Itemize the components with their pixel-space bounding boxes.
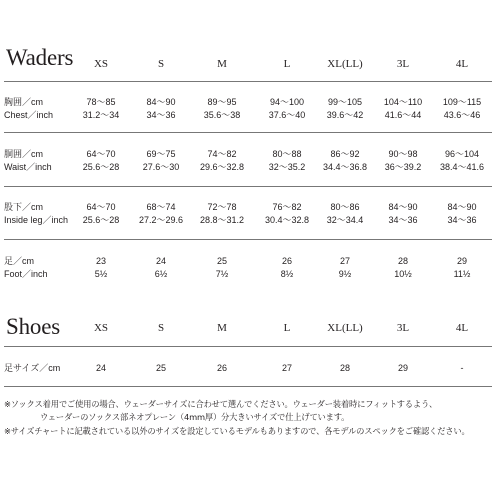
cell-inch: 38.4～41.6 bbox=[439, 162, 485, 172]
shoes-size-header: L bbox=[283, 322, 291, 334]
cell-inch: 27.6～30 bbox=[142, 162, 180, 172]
cell-inch: 36～39.2 bbox=[384, 162, 422, 172]
cell-inch: 7½ bbox=[215, 269, 229, 279]
row-label-inch: Inside leg／inch bbox=[4, 215, 69, 225]
waders-size-header: XS bbox=[93, 58, 109, 70]
cell-cm: 78～85 bbox=[86, 97, 116, 107]
waders-size-header: S bbox=[157, 58, 165, 70]
shoes-header-rule bbox=[4, 346, 492, 347]
cell-inch: 32～34.4 bbox=[326, 215, 364, 225]
waders-row-rule bbox=[4, 186, 492, 187]
row-label-inch: Waist／inch bbox=[4, 162, 52, 172]
cell-inch: 31.2～34 bbox=[82, 110, 120, 120]
cell-cm: 80～86 bbox=[330, 202, 360, 212]
waders-row-rule bbox=[4, 132, 492, 133]
cell-inch: 29.6～32.8 bbox=[199, 162, 245, 172]
cell-cm: 76～82 bbox=[272, 202, 302, 212]
cell-inch: 5½ bbox=[94, 269, 108, 279]
shoes-cell: 24 bbox=[95, 363, 106, 373]
cell-cm: 86～92 bbox=[330, 149, 360, 159]
row-label-cm: 胸囲／cm bbox=[4, 97, 43, 107]
row-label-cm: 胴囲／cm bbox=[4, 149, 43, 159]
cell-cm: 84～90 bbox=[388, 202, 418, 212]
cell-inch: 39.6～42 bbox=[326, 110, 364, 120]
footnote: ※ソックス着用でご使用の場合、ウェーダーサイズに合わせて選んでください。ウェーダー装着時にフィットするよう、 bbox=[4, 399, 438, 409]
cell-inch: 35.6～38 bbox=[203, 110, 241, 120]
cell-cm: 23 bbox=[95, 256, 106, 266]
cell-inch: 10½ bbox=[394, 269, 412, 279]
cell-cm: 99～105 bbox=[327, 97, 363, 107]
cell-cm: 64～70 bbox=[86, 202, 116, 212]
footnote: ※サイズチャートに記載されている以外のサイズを設定しているモデルもありますので、各モデルのスペックをご確認ください。 bbox=[4, 426, 470, 436]
shoes-size-header: S bbox=[157, 322, 165, 334]
shoes-row-rule bbox=[4, 386, 492, 387]
shoes-cell: - bbox=[460, 363, 464, 373]
waders-size-header: XL(LL) bbox=[327, 58, 363, 70]
cell-inch: 27.2～29.6 bbox=[138, 215, 184, 225]
shoes-cell: 26 bbox=[216, 363, 227, 373]
cell-cm: 26 bbox=[281, 256, 292, 266]
cell-inch: 25.6～28 bbox=[82, 162, 120, 172]
cell-cm: 84～90 bbox=[447, 202, 477, 212]
cell-cm: 109～115 bbox=[442, 97, 482, 107]
waders-row-rule bbox=[4, 239, 492, 240]
cell-cm: 104～110 bbox=[383, 97, 423, 107]
cell-inch: 34～36 bbox=[388, 215, 418, 225]
shoes-size-header: 4L bbox=[455, 322, 469, 334]
shoes-row-label: 足サイズ／cm bbox=[4, 363, 61, 373]
cell-cm: 24 bbox=[155, 256, 166, 266]
cell-cm: 69～75 bbox=[146, 149, 176, 159]
cell-inch: 30.4～32.8 bbox=[264, 215, 310, 225]
cell-cm: 84～90 bbox=[146, 97, 176, 107]
cell-cm: 96～104 bbox=[444, 149, 480, 159]
cell-inch: 34～36 bbox=[447, 215, 477, 225]
cell-inch: 32～35.2 bbox=[268, 162, 306, 172]
cell-inch: 34～36 bbox=[146, 110, 176, 120]
cell-cm: 64～70 bbox=[86, 149, 116, 159]
waders-size-header: L bbox=[283, 58, 291, 70]
cell-inch: 28.8～31.2 bbox=[199, 215, 245, 225]
waders-size-header: 3L bbox=[396, 58, 410, 70]
cell-inch: 37.6～40 bbox=[268, 110, 306, 120]
cell-inch: 34.4～36.8 bbox=[322, 162, 368, 172]
row-label-cm: 股下／cm bbox=[4, 202, 43, 212]
shoes-cell: 29 bbox=[397, 363, 408, 373]
cell-cm: 28 bbox=[397, 256, 408, 266]
cell-inch: 9½ bbox=[338, 269, 352, 279]
cell-inch: 6½ bbox=[154, 269, 168, 279]
row-label-inch: Foot／inch bbox=[4, 269, 48, 279]
shoes-cell: 25 bbox=[155, 363, 166, 373]
shoes-size-header: 3L bbox=[396, 322, 410, 334]
cell-cm: 25 bbox=[216, 256, 227, 266]
cell-cm: 29 bbox=[456, 256, 467, 266]
cell-inch: 41.6～44 bbox=[384, 110, 422, 120]
cell-cm: 74～82 bbox=[207, 149, 237, 159]
shoes-size-header: XS bbox=[93, 322, 109, 334]
cell-cm: 89～95 bbox=[207, 97, 237, 107]
waders-header-rule bbox=[4, 81, 492, 82]
waders-title: Waders bbox=[6, 45, 74, 70]
cell-inch: 11½ bbox=[453, 269, 471, 279]
waders-size-header: 4L bbox=[455, 58, 469, 70]
cell-cm: 27 bbox=[339, 256, 350, 266]
cell-cm: 68～74 bbox=[146, 202, 176, 212]
shoes-cell: 28 bbox=[339, 363, 350, 373]
cell-cm: 72～78 bbox=[207, 202, 237, 212]
cell-cm: 90～98 bbox=[388, 149, 418, 159]
shoes-size-header: M bbox=[217, 322, 227, 334]
cell-cm: 80～88 bbox=[272, 149, 302, 159]
shoes-size-header: XL(LL) bbox=[327, 322, 363, 334]
row-label-inch: Chest／inch bbox=[4, 110, 54, 120]
cell-inch: 8½ bbox=[280, 269, 294, 279]
waders-size-header: M bbox=[217, 58, 227, 70]
footnote: ウェーダーのソックス部ネオプレーン（4mm厚）分大きいサイズで仕上げています。 bbox=[40, 412, 350, 422]
cell-inch: 43.6～46 bbox=[443, 110, 481, 120]
shoes-title: Shoes bbox=[6, 314, 60, 339]
cell-inch: 25.6～28 bbox=[82, 215, 120, 225]
shoes-cell: 27 bbox=[281, 363, 292, 373]
cell-cm: 94～100 bbox=[269, 97, 305, 107]
row-label-cm: 足／cm bbox=[4, 256, 34, 266]
